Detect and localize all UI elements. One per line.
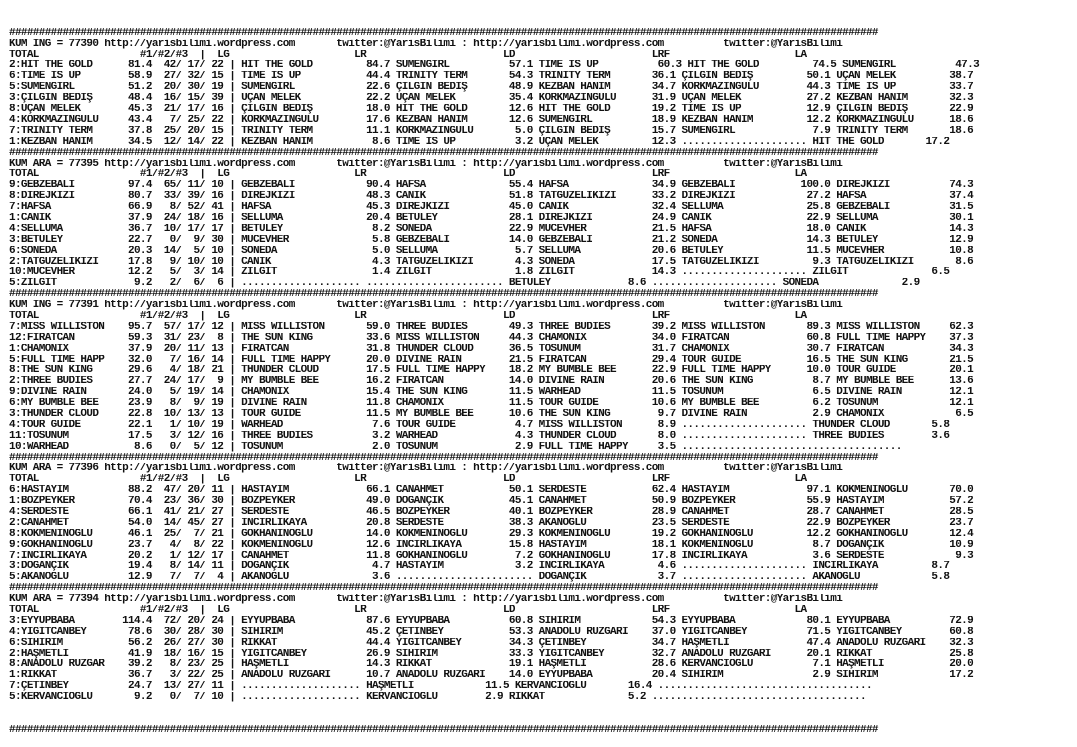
race-block — [9, 289, 1077, 452]
race-header-line: KUM ARA = 77395 http://yarisbilimi.wordpress.com twitter:@YarisBilimi : http://yarisbilimi.wordpress.com twitter:@YarisBilimi — [9, 158, 843, 170]
horse-row-line: 7:MISS WILLISTON 95.7 57/ 17/ 12 | MISS WILLISTON 59.0 THREE BUDIES 49.3 THREE BUDIES 39.2 MISS WILLISTON 89.3 MISS WILLISTON 62.3 — [9, 321, 974, 333]
horse-row-line: 7:ÇETİNBEY 24.7 13/ 27/ 11 | .................... HAŞMETLİ 11.5 KERVANCIOĞLU 16.4 .................................... — [9, 681, 872, 693]
horse-row-line: 8:KÖKMENİNOĞLU 46.1 25/ 7/ 21 | GÖKHANINOĞLU 14.0 KÖKMENİNOĞLU 29.3 KÖKMENİNOĞLU 19.2 GÖKHANINOĞLU 12.2 GÖKHANINOĞLU 12.4 — [9, 528, 974, 540]
horse-row-line: 2:HAŞMETLİ 41.9 18/ 16/ 15 | YİĞİTCANBEY 26.9 SIHIRIM 33.3 YİĞİTCANBEY 32.7 ANADOLU RÜZGARI 20.1 RIKKAT 25.8 — [9, 648, 974, 660]
horse-row-line: 2:HIT THE GOLD 81.4 42/ 17/ 22 | HIT THE GOLD 84.7 SÜMENGIRL 57.1 TIME IS UP 60.3 HIT THE GOLD 74.5 SÜMENGIRL 47.3 — [9, 60, 980, 72]
horse-row-line: 4:SELLUMA 36.7 10/ 17/ 17 | BETÜLEY 8.2 SONEDA 22.9 MÜCEVHER 21.5 HAFSA 18.0 CANİK 14.3 — [9, 223, 974, 235]
horse-row-line: 2:TATGÜZELİKIZI 17.8 9/ 10/ 10 | CANİK 4.3 TATGÜZELİKIZI 4.3 SONEDA 17.5 TATGÜZELİKIZI 9.3 TATGÜZELİKIZI 8.6 — [9, 256, 974, 268]
horse-row-line: 11:TOSUNUM 17.5 3/ 12/ 16 | THREE BUDIES 3.2 WARHEAD 4.3 THUNDER CLOUD 8.0 ..................... THREE BUDIES 3.6 — [9, 430, 950, 442]
horse-row-line: 4:TOUR GUIDE 22.1 1/ 10/ 19 | WARHEAD 7.6 TOUR GUIDE 4.7 MISS WILLISTON 8.9 ..................... THUNDER CLOUD 5.8 — [9, 419, 950, 431]
separator-line: ################################################################################################################################################## — [9, 452, 878, 464]
horse-row-line: 10:MÜCEVHER 12.2 5/ 3/ 14 | ZILGIT 1.4 ZILGIT 1.8 ZILGIT 14.3 ..................... ZILGIT 6.5 — [9, 267, 950, 279]
horse-row-line: 3:ÇILGIN BEDİŞ 48.4 16/ 15/ 39 | UÇAN MELEK 22.2 UÇAN MELEK 35.4 KORKMAZINGÜLÜ 31.9 UÇAN MELEK 27.2 KEZBAN HANIM 32.3 — [9, 93, 974, 105]
horse-row-line: 9:DIVINE RAIN 24.0 5/ 19/ 14 | CHAMONIX 15.4 THE SUN KING 11.5 WARHEAD 11.5 TOSUNUM 6.5 DIVINE RAIN 12.1 — [9, 387, 974, 399]
horse-row-line: 9:GEBZEBALI 97.4 65/ 11/ 10 | GEBZEBALI 90.4 HAFSA 55.4 HAFSA 34.9 GEBZEBALI 100.0 DIREJKIZI 74.3 — [9, 180, 974, 192]
race-block — [9, 453, 1077, 584]
horse-row-line: 1:CANİK 37.9 24/ 18/ 16 | SELLUMA 20.4 BETÜLEY 28.1 DIREJKIZI 24.9 CANİK 22.9 SELLUMA 30.1 — [9, 212, 974, 224]
column-header-line: TOTAL #1/#2/#3 | LG LR LD LRF LA — [9, 474, 807, 486]
horse-row-line: 9:GÖKHANINOĞLU 23.7 4/ 8/ 22 | KÖKMENİNOĞLU 12.6 İNCİRLİKAYA 15.8 HASTAYIM 18.1 KÖKMENİNOĞLU 8.7 DOĞANÇIK 10.9 — [9, 539, 974, 551]
column-header-line: TOTAL #1/#2/#3 | LG LR LD LRF LA — [9, 310, 807, 322]
horse-row-line: 6:HASTAYIM 88.2 47/ 20/ 11 | HASTAYIM 66.1 CANAHMET 50.1 SERDESTE 62.4 HASTAYIM 97.1 KÖKMENİNOĞLU 70.0 — [9, 485, 974, 497]
horse-row-line: 3:THUNDER CLOUD 22.8 10/ 13/ 13 | TOUR GUIDE 11.5 MY BUMBLE BEE 10.6 THE SUN KING 9.7 DIVINE RAIN 2.9 CHAMONIX 6.5 — [9, 408, 974, 420]
race-block — [9, 28, 1077, 148]
race-header-line: KUM ARA = 77394 http://yarisbilimi.wordpress.com twitter:@YarisBilimi : http://yarisbilimi.wordpress.com twitter:@YarisBilimi — [9, 594, 843, 606]
horse-row-line: 5:SÜMENGIRL 51.2 20/ 30/ 19 | SÜMENGIRL 22.6 ÇILGIN BEDİŞ 48.9 KEZBAN HANIM 34.7 KORKMAZINGÜLÜ 44.3 TIME IS UP 33.7 — [9, 82, 974, 94]
horse-row-line: 3:BETÜLEY 22.7 0/ 9/ 30 | MÜCEVHER 5.8 GEBZEBALI 14.0 GEBZEBALI 21.2 SONEDA 14.3 BETÜLEY 12.9 — [9, 234, 974, 246]
horse-row-line: 8:THE SUN KING 29.6 4/ 18/ 21 | THUNDER CLOUD 17.5 FULL TIME HAPPY 18.2 MY BUMBLE BEE 22.9 FULL TIME HAPPY 10.0 TOUR GUIDE 20.1 — [9, 365, 974, 377]
horse-row-line: 3:EYYUPBABA 114.4 72/ 20/ 24 | EYYUPBABA 87.6 EYYUPBABA 60.8 SIHIRIM 54.3 EYYUPBABA 80.1 EYYUPBABA 72.9 — [9, 615, 974, 627]
race-blocks — [9, 28, 1077, 703]
column-header-line: TOTAL #1/#2/#3 | LG LR LD LRF LA — [9, 169, 807, 181]
horse-row-line: 7:TRINITY TERM 37.8 25/ 20/ 15 | TRINITY TERM 11.1 KORKMAZINGÜLÜ 5.0 ÇILGIN BEDİŞ 15.7 SÜMENGIRL 7.9 TRINITY TERM 18.6 — [9, 125, 974, 137]
separator-line: ################################################################################################################################################## — [9, 289, 878, 301]
horse-row-line: 8:UÇAN MELEK 45.3 21/ 17/ 16 | ÇILGIN BEDİŞ 18.0 HIT THE GOLD 12.6 HIT THE GOLD 19.2 TIME IS UP 12.9 ÇILGIN BEDİŞ 22.9 — [9, 104, 974, 115]
horse-row-line: 5:AKANOĞLU 12.9 7/ 7/ 4 | AKANOĞLU 3.6 ....................... DOĞANÇIK 3.7 ..................... AKANOĞLU 5.8 — [9, 572, 950, 584]
horse-row-line: 6:SONEDA 20.3 14/ 5/ 10 | SONEDA 5.0 SELLUMA 5.7 SELLUMA 20.6 BETÜLEY 11.5 MÜCEVHER 10.8 — [9, 245, 974, 257]
horse-row-line: 1:KEZBAN HANIM 34.5 12/ 14/ 22 | KEZBAN HANIM 8.6 TIME IS UP 3.2 UÇAN MELEK 12.3 ..................... HIT THE GOLD 17.2 — [9, 136, 950, 148]
horse-row-line: 5:ZILGIT 9.2 2/ 6/ 6 | .................... ....................... BETÜLEY 8.6 ..................... SONEDA 2.9 — [9, 278, 920, 290]
race-block — [9, 148, 1077, 290]
race-header-line: KUM ARA = 77396 http://yarisbilimi.wordpress.com twitter:@YarisBilimi : http://yarisbilimi.wordpress.com twitter:@YarisBilimi — [9, 463, 843, 475]
horse-row-line: 3:DOĞANÇIK 19.4 8/ 14/ 11 | DOĞANÇIK 4.7 HASTAYIM 3.2 İNCİRLİKAYA 4.6 ..................... İNCİRLİKAYA 8.7 — [9, 561, 950, 573]
horse-row-line: 6:SIHIRIM 56.2 26/ 27/ 30 | RIKKAT 44.4 YİĞİTCANBEY 34.3 ÇETİNBEY 34.7 HAŞMETLİ 47.4 ANADOLU RÜZGARI 32.3 — [9, 637, 974, 649]
separator-line: ################################################################################################################################################## — [9, 27, 878, 39]
horse-row-line: 7:İNCİRLİKAYA 20.2 1/ 12/ 17 | CANAHMET 11.8 GÖKHANINOĞLU 7.2 GÖKHANINOĞLU 17.8 İNCİRLİKAYA 3.6 SERDESTE 9.3 — [9, 550, 974, 562]
horse-row-line: 6:MY BUMBLE BEE 23.9 8/ 9/ 19 | DIVINE RAIN 11.8 CHAMONIX 11.5 TOUR GUIDE 10.6 MY BUMBLE BEE 6.2 TOSUNUM 12.1 — [9, 398, 974, 409]
horse-row-line: 4:KORKMAZINGÜLÜ 43.4 7/ 25/ 22 | KORKMAZINGÜLÜ 17.6 KEZBAN HANIM 12.6 SÜMENGIRL 18.9 KEZBAN HANIM 12.2 KORKMAZINGÜLÜ 18.6 — [9, 114, 974, 126]
race-header-line: KUM ING = 77390 http://yarisbilimi.wordpress.com twitter:@YarisBilimi : http://yarisbilimi.wordpress.com twitter:@YarisBilimi — [9, 38, 843, 50]
horse-row-line: 4:YİĞİTCANBEY 78.6 30/ 28/ 30 | SIHIRIM 45.2 ÇETİNBEY 53.3 ANADOLU RÜZGARI 37.0 YİĞİTCANBEY 71.5 YİĞİTCANBEY 60.8 — [9, 626, 974, 638]
horse-row-line: 12:FIRATCAN 59.3 31/ 23/ 8 | THE SUN KING 33.6 MISS WILLISTON 44.3 CHAMONIX 34.0 FIRATCAN 60.8 FULL TIME HAPPY 37.3 — [9, 332, 974, 344]
separator-line: ################################################################################################################################################## — [9, 583, 878, 595]
horse-row-line: 1:RIKKAT 36.7 3/ 22/ 25 | ANADOLU RÜZGARI 10.7 ANADOLU RÜZGARI 14.0 EYYUPBABA 20.4 SIHIRIM 2.9 SIHIRIM 17.2 — [9, 670, 974, 682]
final-separator: ################################################################################################################################################## — [9, 724, 878, 736]
column-header-line: TOTAL #1/#2/#3 | LG LR LD LRF LA — [9, 49, 807, 61]
horse-row-line: 4:SERDESTE 66.1 41/ 21/ 27 | SERDESTE 46.5 BOZPEYKER 40.1 BOZPEYKER 28.9 CANAHMET 28.7 CANAHMET 28.5 — [9, 507, 974, 518]
horse-row-line: 5:KERVANCIOĞLU 9.2 0/ 7/ 10 | .................... KERVANCIOĞLU 2.9 RIKKAT 5.2 .................................... — [9, 692, 866, 704]
horse-row-line: 6:TIME IS UP 58.9 27/ 32/ 15 | TIME IS UP 44.4 TRINITY TERM 54.3 TRINITY TERM 36.1 ÇILGIN BEDİŞ 50.1 UÇAN MELEK 38.7 — [9, 71, 974, 83]
separator-line: ################################################################################################################################################## — [9, 147, 878, 159]
horse-row-line: 5:FULL TIME HAPP 32.0 7/ 16/ 14 | FULL TIME HAPPY 20.0 DIVINE RAIN 21.5 FIRATCAN 29.4 TOUR GUIDE 16.5 THE SUN KING 21.5 — [9, 354, 974, 366]
horse-row-line: 7:HAFSA 66.9 8/ 52/ 41 | HAFSA 45.3 DIREJKIZI 45.0 CANİK 32.4 SELLUMA 25.8 GEBZEBALI 31.5 — [9, 202, 974, 213]
horse-row-line: 2:CANAHMET 54.0 14/ 45/ 27 | İNCİRLİKAYA 20.8 SERDESTE 38.3 AKANOĞLU 23.5 SERDESTE 22.9 BOZPEYKER 23.7 — [9, 517, 974, 529]
horse-row-line: 10:WARHEAD 8.6 0/ 5/ 12 | TOSUNUM 2.0 TOSUNUM 2.9 FULL TIME HAPPY 3.5 ..................................... — [9, 441, 902, 453]
column-header-line: TOTAL #1/#2/#3 | LG LR LD LRF LA — [9, 605, 807, 616]
horse-row-line: 8:DIREJKIZI 80.7 33/ 39/ 16 | DIREJKIZI 48.3 CANİK 51.8 TATGÜZELİKIZI 33.2 DIREJKIZI 27.2 HAFSA 37.4 — [9, 191, 974, 203]
horse-row-line: 1:CHAMONIX 37.9 20/ 11/ 13 | FIRATCAN 31.8 THUNDER CLOUD 36.5 TOSUNUM 31.7 CHAMONIX 30.7 FIRATCAN 34.3 — [9, 343, 974, 355]
race-block — [9, 583, 1077, 703]
race-header-line: KUM ING = 77391 http://yarisbilimi.wordpress.com twitter:@YarisBilimi : http://yarisbilimi.wordpress.com twitter:@YarisBilimi — [9, 300, 843, 311]
horse-row-line: 2:THREE BUDIES 27.7 24/ 17/ 9 | MY BUMBLE BEE 16.2 FIRATCAN 14.0 DIVINE RAIN 20.6 THE SUN KING 8.7 MY BUMBLE BEE 13.6 — [9, 376, 974, 388]
horse-row-line: 8:ANADOLU RÜZGAR 39.2 8/ 23/ 25 | HAŞMETLİ 14.3 RIKKAT 19.1 HAŞMETLİ 28.6 KERVANCIOĞLU 7.1 HAŞMETLİ 20.0 — [9, 659, 974, 671]
horse-row-line: 1:BOZPEYKER 70.4 23/ 36/ 30 | BOZPEYKER 49.0 DOĞANÇIK 45.1 CANAHMET 50.9 BOZPEYKER 55.9 HASTAYIM 57.2 — [9, 496, 974, 507]
